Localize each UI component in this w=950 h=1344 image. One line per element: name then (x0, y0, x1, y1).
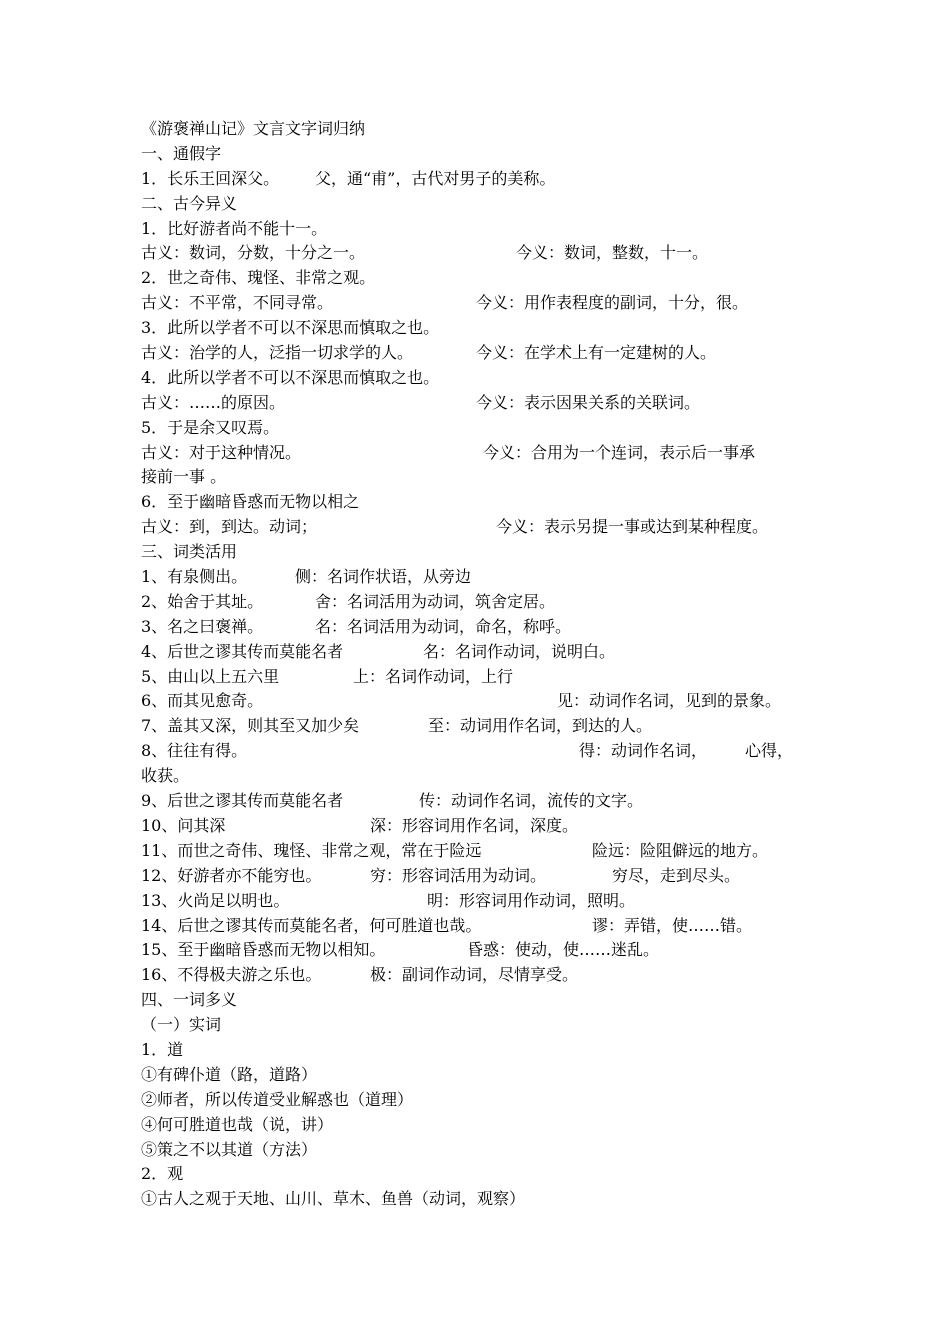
section-heading-text: 三、词类活用 (141, 542, 238, 562)
entry-note-continued: 收获。 (141, 766, 190, 786)
entry-meaning (141, 291, 821, 316)
entry-question (141, 266, 821, 291)
entry-text: 1、有泉侧出。 (141, 567, 248, 587)
entry-text: 6、而其见愈奇。 (141, 691, 264, 711)
entry-meaning (141, 341, 821, 366)
entry-line (141, 714, 821, 739)
list-item (141, 1088, 821, 1113)
entry-note: 侧：名词作状语，从旁边 (295, 567, 472, 587)
entry-text: 12、好游者亦不能穷也。 (141, 865, 322, 885)
modern-meaning: 今义：合用为一个连词，表示后一事承 (483, 442, 756, 462)
ancient-meaning: 古义：数词，分数，十分之一。 (141, 243, 366, 263)
modern-meaning: 今义：数词，整数，十一。 (516, 243, 709, 263)
entry-line (141, 814, 821, 839)
entry-line (141, 864, 821, 889)
list-item (141, 1113, 821, 1138)
section-heading-3 (141, 540, 821, 565)
entry-question (141, 416, 821, 441)
entry-text: 2．世之奇伟、瑰怪、非常之观。 (141, 268, 376, 288)
entry-note-extra: 心得， (745, 741, 794, 761)
entry-line (141, 167, 821, 192)
title-text: 《游褒禅山记》文言文字词归纳 (141, 119, 366, 138)
entry-text: 3、名之曰褒禅。 (141, 616, 264, 636)
ancient-meaning: 古义：治学的人，泛指一切求学的人。 (141, 343, 414, 363)
list-item-text: ①有碑仆道（路，道路） (141, 1064, 318, 1084)
entry-note: 穷：形容词活用为动词。 (370, 865, 547, 885)
entry-meaning (141, 391, 821, 416)
list-item (141, 1063, 821, 1088)
word-heading-text: 1．道 (141, 1039, 184, 1059)
entry-text: 5．于是余又叹焉。 (141, 417, 280, 437)
modern-meaning: 今义：用作表程度的副词，十分，很。 (476, 293, 749, 313)
entry-text: 1．比好游者尚不能十一。 (141, 218, 328, 238)
entry-text: 16、不得极夫游之乐也。 (141, 965, 322, 985)
modern-meaning: 今义：表示另提一事或达到某种程度。 (496, 517, 769, 537)
list-item-text: ⑤策之不以其道（方法） (141, 1139, 318, 1159)
modern-meaning: 今义：表示因果关系的关联词。 (476, 392, 701, 412)
entry-question (141, 217, 821, 242)
entry-meaning-continued (141, 465, 821, 490)
entry-line (141, 938, 821, 963)
entry-note: 险远：险阻僻远的地方。 (592, 840, 769, 860)
ancient-meaning: 古义：对于这种情况。 (141, 442, 302, 462)
ancient-meaning: 古义：到，到达。动词； (141, 517, 318, 537)
entry-note: 父，通“甫”，古代对男子的美称。 (315, 168, 556, 188)
word-heading (141, 1162, 821, 1187)
section-heading-text: 四、一词多义 (141, 990, 238, 1010)
section-heading-text: 二、古今异义 (141, 193, 238, 213)
word-heading (141, 1038, 821, 1063)
entry-text: 2、始舍于其址。 (141, 591, 264, 611)
document-page (141, 117, 821, 1212)
entry-line (141, 565, 821, 590)
entry-note: 名：名词活用为动词，命名，称呼。 (315, 616, 572, 636)
entry-text: 4、后世之谬其传而莫能名者 (141, 641, 344, 661)
subsection-heading-text: （一）实词 (141, 1015, 222, 1035)
entry-line-continued (141, 764, 821, 789)
entry-meaning (141, 441, 821, 466)
entry-line (141, 963, 821, 988)
entry-question (141, 366, 821, 391)
document-title (141, 117, 821, 142)
entry-text: 3．此所以学者不可以不深思而慎取之也。 (141, 318, 440, 338)
entry-line (141, 789, 821, 814)
entry-note: 深：形容词用作名词，深度。 (370, 815, 579, 835)
entry-question (141, 490, 821, 515)
entry-text: 8、往往有得。 (141, 741, 248, 761)
entry-note: 传：动词作名词，流传的文字。 (419, 791, 644, 811)
list-item-text: ①古人之观于天地、山川、草木、鱼兽（动词，观察） (141, 1189, 526, 1209)
modern-meaning-continued: 接前一事 。 (141, 467, 227, 487)
section-heading-text: 一、通假字 (141, 143, 222, 163)
entry-note: 名：名词作动词，说明白。 (423, 641, 616, 661)
entry-text: 13、火尚足以明也。 (141, 890, 290, 910)
entry-text: 1．长乐王回深父。 (141, 168, 280, 188)
entry-meaning (141, 241, 821, 266)
entry-line (141, 689, 821, 714)
entry-meaning (141, 515, 821, 540)
entry-note: 昏惑：使动，使……迷乱。 (467, 940, 660, 960)
entry-line (141, 889, 821, 914)
entry-text: 10、问其深 (141, 815, 226, 835)
entry-note: 至：动词用作名词，到达的人。 (428, 716, 653, 736)
entry-note: 上：名词作动词，上行 (353, 666, 514, 686)
entry-text: 5、由山以上五六里 (141, 666, 280, 686)
list-item-text: ②师者，所以传道受业解惑也（道理） (141, 1089, 414, 1109)
modern-meaning: 今义：在学术上有一定建树的人。 (476, 343, 717, 363)
entry-note: 谬：弄错，使……错。 (592, 915, 753, 935)
list-item (141, 1138, 821, 1163)
section-heading-4 (141, 988, 821, 1013)
subsection-heading (141, 1013, 821, 1038)
entry-note-extra: 穷尽，走到尽头。 (612, 865, 741, 885)
entry-text: 14、后世之谬其传而莫能名者，何可胜道也哉。 (141, 915, 482, 935)
entry-note: 见：动词作名词，见到的景象。 (557, 691, 782, 711)
word-heading-text: 2．观 (141, 1164, 184, 1184)
entry-text: 6．至于幽暗昏惑而无物以相之 (141, 492, 360, 512)
section-heading-2 (141, 192, 821, 217)
list-item-text: ④何可胜道也哉（说，讲） (141, 1114, 334, 1134)
entry-line (141, 739, 821, 764)
entry-line (141, 914, 821, 939)
entry-text: 15、至于幽暗昏惑而无物以相知。 (141, 940, 386, 960)
entry-line (141, 615, 821, 640)
list-item (141, 1187, 821, 1212)
ancient-meaning: 古义：……的原因。 (141, 392, 286, 412)
entry-text: 7、盖其又深，则其至又加少矣 (141, 716, 360, 736)
ancient-meaning: 古义：不平常，不同寻常。 (141, 293, 334, 313)
entry-note: 明：形容词用作动词，照明。 (427, 890, 636, 910)
entry-note: 得：动词作名词， (579, 741, 708, 761)
entry-line (141, 839, 821, 864)
entry-text: 9、后世之谬其传而莫能名者 (141, 791, 344, 811)
entry-line (141, 665, 821, 690)
section-heading-1 (141, 142, 821, 167)
entry-question (141, 316, 821, 341)
entry-text: 4．此所以学者不可以不深思而慎取之也。 (141, 367, 440, 387)
entry-line (141, 590, 821, 615)
entry-line (141, 640, 821, 665)
entry-note: 极：副词作动词，尽情享受。 (370, 965, 579, 985)
entry-note: 舍：名词活用为动词，筑舍定居。 (315, 591, 556, 611)
entry-text: 11、而世之奇伟、瑰怪、非常之观，常在于险远 (141, 840, 482, 860)
